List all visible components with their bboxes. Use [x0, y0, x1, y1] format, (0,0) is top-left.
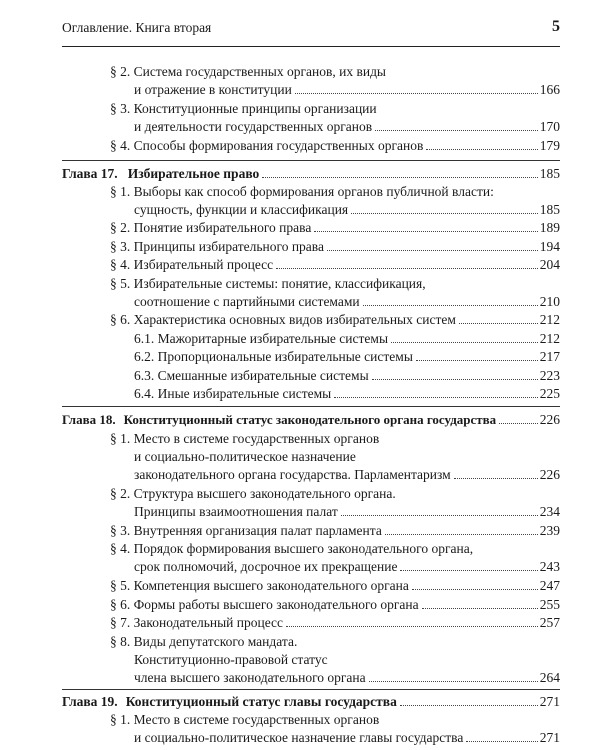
toc-page: 243: [539, 559, 560, 574]
running-header-title: Оглавление. Книга вторая: [62, 20, 212, 35]
chapter-number: Глава 17.: [62, 166, 118, 181]
toc-page: 170: [539, 119, 560, 134]
toc-entry[interactable]: § 6. Формы работы высшего законодательного органа 255: [110, 597, 560, 612]
toc-entry-line: § 1. Место в системе государственных органов: [110, 712, 380, 727]
toc-entry-line: § 4. Порядок формирования высшего законодательного органа,: [110, 541, 474, 556]
toc-page: 204: [539, 257, 560, 272]
header-rule: [62, 46, 560, 47]
dot-leader: [412, 589, 538, 590]
toc-page: 179: [539, 138, 560, 153]
dot-leader: [454, 478, 538, 479]
toc-page: 239: [539, 523, 560, 538]
toc-entry[interactable]: соотношение с партийными системами 210: [134, 294, 560, 309]
toc-page: 166: [539, 82, 560, 97]
dot-leader: [351, 213, 538, 214]
toc-entry-line: § 2. Система государственных органов, их виды: [110, 64, 387, 79]
dot-leader: [426, 149, 537, 150]
dot-leader: [276, 268, 538, 269]
dot-leader: [375, 130, 538, 131]
toc-page: 194: [539, 239, 560, 254]
toc-entry[interactable]: Принципы взаимоотношения палат 234: [134, 504, 560, 519]
dot-leader: [295, 93, 538, 94]
dot-leader: [416, 360, 538, 361]
toc-page: 225: [539, 386, 560, 401]
toc-subentry[interactable]: 6.4. Иные избирательные системы 225: [134, 386, 560, 401]
dot-leader: [327, 250, 538, 251]
toc-entry-line: § 2. Структура высшего законодательного органа.: [110, 486, 396, 501]
dot-leader: [314, 231, 537, 232]
toc-entry[interactable]: § 3. Внутренняя организация палат парламента 239: [110, 523, 560, 538]
chapter-number: Глава 19.: [62, 694, 118, 709]
toc-page: 271: [539, 730, 560, 745]
toc-subentry[interactable]: 6.3. Смешанные избирательные системы 223: [134, 368, 560, 383]
toc-entry-line: § 5. Избирательные системы: понятие, классификация,: [110, 276, 426, 291]
running-header: [62, 18, 560, 42]
dot-leader: [391, 342, 538, 343]
toc-entry[interactable]: и социально-политическое назначение главы государства 271: [134, 730, 560, 745]
page-number: 5: [552, 18, 560, 35]
dot-leader: [400, 705, 538, 706]
toc-page: 223: [539, 368, 560, 383]
section-rule: [62, 160, 560, 161]
chapter-title: Конституционный статус главы государства: [125, 694, 397, 709]
toc-page: 185: [539, 166, 560, 181]
toc-entry[interactable]: § 3. Принципы избирательного права 194: [110, 239, 560, 254]
toc-entry[interactable]: § 5. Компетенция высшего законодательного органа 247: [110, 578, 560, 593]
toc-entry[interactable]: § 6. Характеристика основных видов избирательных систем 212: [110, 312, 560, 327]
toc-entry-line: и социально-политическое назначение: [134, 449, 356, 464]
toc-chapter[interactable]: [62, 165, 560, 183]
toc-chapter[interactable]: [62, 693, 560, 711]
toc-subentry[interactable]: 6.2. Пропорциональные избирательные системы 217: [134, 349, 560, 364]
dot-leader: [422, 608, 538, 609]
toc-entry-line: § 1. Место в системе государственных органов: [110, 431, 380, 446]
toc-entry-line: Конституционно-правовой статус: [134, 652, 328, 667]
dot-leader: [385, 534, 538, 535]
toc-page: 212: [539, 331, 560, 346]
toc-entry-line: § 3. Конституционные принципы организации: [110, 101, 377, 116]
toc-chapter[interactable]: [62, 411, 560, 429]
dot-leader: [334, 397, 538, 398]
toc-page: 217: [539, 349, 560, 364]
dot-leader: [499, 423, 538, 424]
toc-page: 212: [539, 312, 560, 327]
toc-entry[interactable]: § 7. Законодательный процесс 257: [110, 615, 560, 630]
toc-page: 271: [539, 694, 560, 709]
chapter-number: Глава 18.: [62, 412, 116, 427]
toc-entry[interactable]: § 4. Избирательный процесс 204: [110, 257, 560, 272]
toc-entry[interactable]: § 2. Понятие избирательного права 189: [110, 220, 560, 235]
toc-page: 210: [539, 294, 560, 309]
dot-leader: [459, 323, 538, 324]
toc-page: 257: [539, 615, 560, 630]
section-rule: [62, 406, 560, 407]
toc-page: 264: [539, 670, 560, 685]
dot-leader: [372, 379, 538, 380]
dot-leader: [400, 570, 537, 571]
toc-entry[interactable]: законодательного органа государства. Парламентаризм 226: [134, 467, 560, 482]
toc-entry[interactable]: срок полномочий, досрочное их прекращение 243: [134, 559, 560, 574]
dot-leader: [286, 626, 538, 627]
section-rule: [62, 689, 560, 690]
toc-page: 185: [539, 202, 560, 217]
toc-page: 255: [539, 597, 560, 612]
dot-leader: [341, 515, 538, 516]
dot-leader: [363, 305, 538, 306]
dot-leader: [262, 177, 537, 178]
toc-entry[interactable]: § 4. Способы формирования государственных органов 179: [110, 138, 560, 153]
toc-page: 234: [539, 504, 560, 519]
toc-page: 247: [539, 578, 560, 593]
chapter-title: Избирательное право: [127, 166, 260, 181]
toc-subentry[interactable]: 6.1. Мажоритарные избирательные системы 212: [134, 331, 560, 346]
toc-entry[interactable]: и отражение в конституции 166: [134, 82, 560, 97]
toc-entry-line: § 1. Выборы как способ формирования органов публичной власти:: [110, 184, 494, 199]
dot-leader: [369, 681, 538, 682]
toc-entry-line: § 8. Виды депутатского мандата.: [110, 634, 298, 649]
toc-entry[interactable]: и деятельности государственных органов 170: [134, 119, 560, 134]
toc-page: 189: [539, 220, 560, 235]
toc-page: 226: [539, 467, 560, 482]
toc-entry[interactable]: сущность, функции и классификация 185: [134, 202, 560, 217]
toc-page: 226: [539, 412, 560, 427]
dot-leader: [466, 741, 537, 742]
toc-entry[interactable]: члена высшего законодательного органа 264: [134, 670, 560, 685]
chapter-title: Конституционный статус законодательного органа государства: [123, 412, 497, 427]
